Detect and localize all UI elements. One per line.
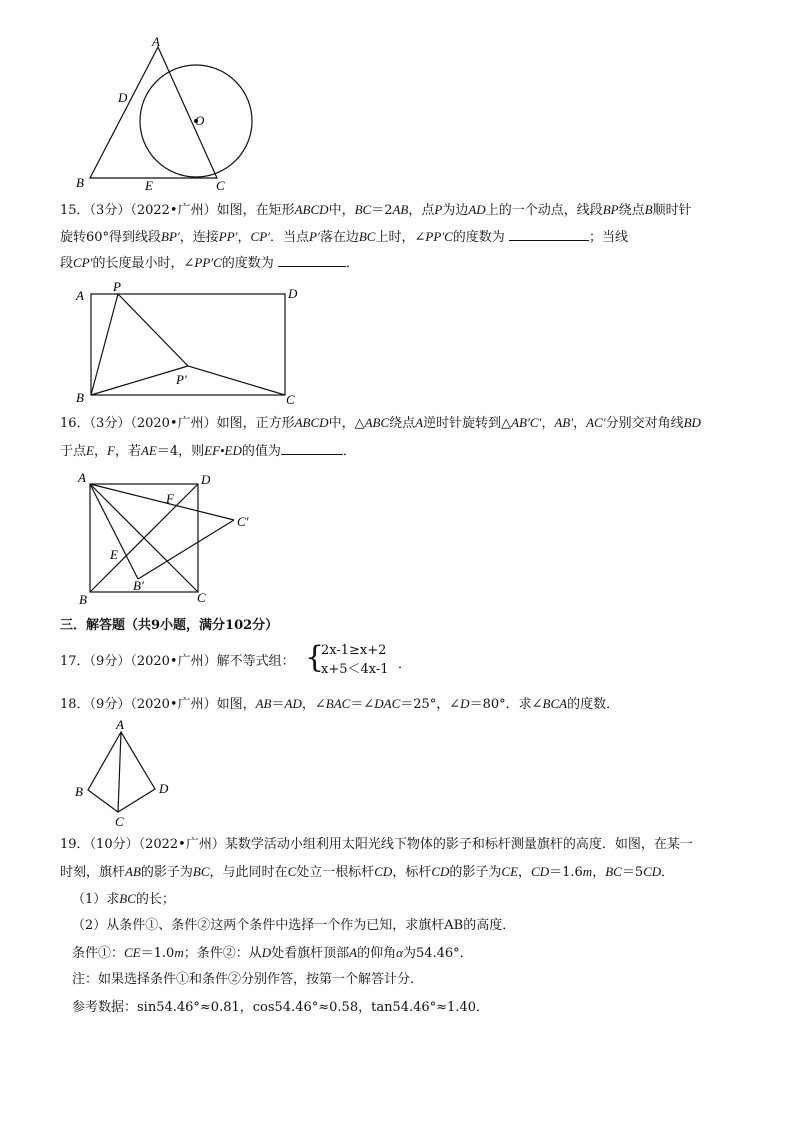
- label-P: P: [113, 280, 121, 294]
- q19-reference: 参考数据：sin54.46°≈0.81，cos54.46°≈0.58，tan54.46°≈1.40．: [72, 1000, 489, 1015]
- label-B: B: [75, 784, 83, 799]
- q19-note: 注：如果选择条件①和条件②分别作答，按第一个解答计分．: [72, 972, 424, 987]
- fig-rectangle: [70, 280, 310, 405]
- label-C-prime: C′: [237, 514, 249, 529]
- label-B-prime: B′: [133, 578, 144, 593]
- inequality-1: 2x-1≥x+2: [321, 643, 387, 658]
- q15-answer-blank-1[interactable]: [509, 226, 589, 241]
- label-C: C: [216, 178, 225, 193]
- label-F: F: [166, 491, 174, 506]
- q19-part1: （1）求BC的长；: [72, 891, 175, 907]
- label-D: D: [159, 781, 169, 796]
- inequality-2: x+5＜4x-1: [321, 662, 389, 677]
- q16-line2: 于点E，F，若AE＝4，则EF•ED的值为 ．: [60, 440, 356, 462]
- q15-line3: 段CP′的长度最小时，∠PP′C的度数为 ．: [60, 252, 359, 274]
- label-B: B: [79, 592, 87, 607]
- q17-end: ．: [398, 657, 412, 672]
- section-heading: 三．解答题（共9小题，满分102分）: [60, 618, 279, 633]
- label-A: A: [76, 288, 84, 303]
- q15-line1: 15．（3分）（2022•广州）如图，在矩形ABCD中，BC＝2AB，点P为边AD上的一个动点，线段BP绕点B顺时针: [60, 202, 692, 218]
- label-D: D: [201, 472, 211, 487]
- q19-line2: 时刻，旗杆AB的影子为BC，与此同时在C处立一根标杆CD，标杆CD的影子为CE，CD＝1.6m，BC＝5CD．: [60, 864, 675, 880]
- label-B: B: [76, 390, 84, 405]
- label-A: A: [116, 718, 124, 732]
- label-P-prime: P′: [176, 372, 187, 387]
- system-brace: {: [305, 640, 325, 675]
- q16-answer-blank[interactable]: [281, 440, 343, 455]
- label-B: B: [76, 175, 84, 190]
- label-O: O: [195, 113, 205, 128]
- label-E: E: [110, 547, 118, 562]
- q19-part2: （2）从条件①、条件②这两个条件中选择一个作为已知，求旗杆AB的高度．: [72, 918, 516, 933]
- q18-line: 18．（9分）（2020•广州）如图，AB＝AD，∠BAC＝∠DAC＝25°，∠D＝80°．求∠BCA的度数．: [60, 696, 620, 712]
- q15-line2: 旋转60°得到线段BP′，连接PP′，CP′．当点P′落在边BC上时，∠PP′C的度数为 ；当线: [60, 226, 628, 248]
- label-E: E: [145, 178, 153, 193]
- fig-square-rotation: [70, 470, 270, 610]
- label-C: C: [197, 590, 206, 605]
- label-A: A: [152, 34, 160, 49]
- label-C: C: [286, 392, 295, 405]
- fig-kite: [70, 718, 190, 828]
- q19-conditions: 条件①：CE＝1.0m；条件②：从D处看旗杆顶部A的仰角α为54.46°．: [72, 945, 473, 961]
- q17-line: 17．（9分）（2020•广州）解不等式组：: [60, 654, 295, 669]
- q16-line1: 16．（3分）（2020•广州）如图，正方形ABCD中，△ABC绕点A逆时针旋转到△AB′C′，AB′，AC′分别交对角线BD: [60, 415, 701, 431]
- fig-triangle-circle: [70, 30, 270, 200]
- label-D: D: [118, 90, 128, 105]
- label-A: A: [78, 470, 86, 485]
- label-C: C: [115, 814, 124, 828]
- label-D: D: [288, 286, 298, 301]
- q19-line1: 19．（10分）（2022•广州）某数学活动小组利用太阳光线下物体的影子和标杆测量旗杆的高度．如图，在某一: [60, 837, 693, 852]
- q15-answer-blank-2[interactable]: [278, 252, 346, 267]
